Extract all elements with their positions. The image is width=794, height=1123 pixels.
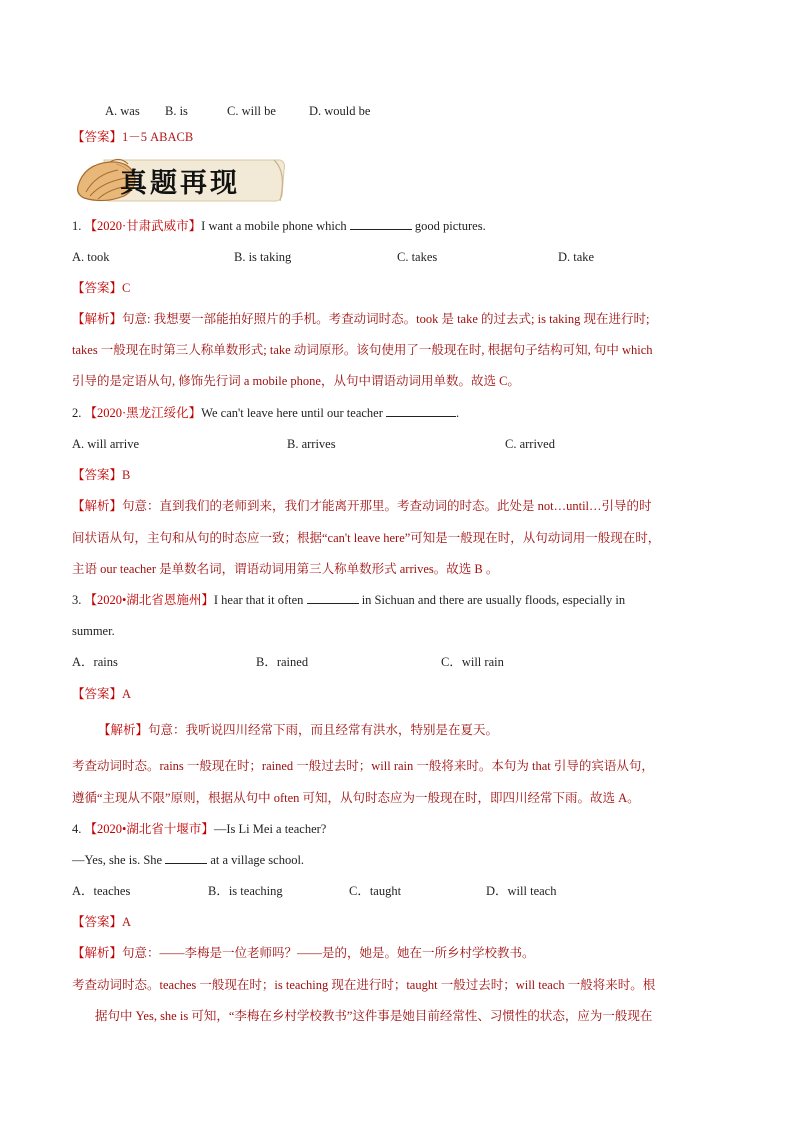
option-c: C. takes: [397, 250, 438, 264]
stem-before: We can't leave here until our teacher: [201, 406, 383, 420]
option-a: A．rains: [72, 655, 118, 669]
option-a: A. will arrive: [72, 437, 139, 451]
answer-line: [72, 467, 130, 483]
option-c: C. will be: [227, 104, 276, 118]
option-c: C. arrived: [505, 437, 555, 451]
stem-before: I hear that it often: [213, 593, 304, 607]
question-number: 1.: [72, 219, 82, 233]
explanation-line: 遵循“主现从不限”原则，根据从句中 often 可知，从句时态应为一般现在时，即四川经常下雨。故选 A。: [72, 791, 640, 805]
option-a: A. took: [72, 250, 110, 264]
option-c: C．taught: [349, 884, 402, 898]
option-b: B．rained: [256, 655, 309, 669]
explain-text: 句意：——李梅是一位老师吗？——是的，她是。她在一所乡村学校教书。: [122, 946, 535, 960]
option-a: A. was: [105, 104, 140, 118]
option-d: D．will teach: [486, 884, 557, 898]
section-title: 真题再现: [120, 168, 240, 199]
explanation-line: 主语 our teacher 是单数名词，谓语动词用第三人称单数形式 arrives。故选 B 。: [72, 562, 499, 576]
stem-continuation: [72, 852, 304, 868]
explanation-line: [98, 722, 498, 738]
explanation-line: 引导的是定语从句, 修饰先行词 a mobile phone，从句中谓语动词用单数。故选 C。: [72, 374, 520, 388]
answer-tag: 【答案】: [72, 468, 123, 482]
answer-value: A: [122, 687, 132, 701]
option-c: C．will rain: [441, 655, 504, 669]
explain-tag: 【解析】: [72, 312, 123, 326]
question-1-stem: [72, 218, 486, 234]
explanation-line: 间状语从句，主句和从句的时态应一致；根据“can't leave here”可知是一般现在时，从句动词用一般现在时，: [72, 531, 661, 545]
stem-after: at a village school.: [210, 853, 305, 867]
answer-value: A: [122, 915, 132, 929]
answer-line: [72, 914, 131, 930]
answer-line: [72, 686, 131, 702]
question-3-stem: [72, 592, 625, 608]
question-source: 【2020·黑龙江绥化】: [84, 406, 202, 420]
explanation-line: [72, 498, 652, 514]
answer-blank: [386, 405, 456, 417]
option-b: B. is: [165, 104, 188, 118]
question-source: 【2020•湖北省十堰市】: [84, 822, 214, 836]
explain-tag: 【解析】: [98, 723, 149, 737]
question-4-stem: [72, 821, 326, 837]
option-b: B. is taking: [234, 250, 292, 264]
answer-value: B: [122, 468, 131, 482]
option-a: A．teaches: [72, 884, 131, 898]
stem-before: I want a mobile phone which: [201, 219, 347, 233]
explain-tag: 【解析】: [72, 946, 123, 960]
question-number: 4.: [72, 822, 82, 836]
option-b: B．is teaching: [208, 884, 283, 898]
question-number: 3.: [72, 593, 82, 607]
option-d: D. would be: [309, 104, 371, 118]
explain-text: 句意：我听说四川经常下雨，而且经常有洪水，特别是在夏天。: [148, 723, 499, 737]
explanation-line: takes 一般现在时第三人称单数形式; take 动词原形。该句使用了一般现在时, 根据句子结构可知, 句中 which: [72, 343, 653, 357]
question-2-stem: [72, 405, 459, 421]
answer-blank: [350, 218, 412, 230]
explain-text: 句意: 我想要一部能拍好照片的手机。考查动词时态。took 是 take 的过去式; is taking 现在进行时;: [122, 312, 650, 326]
option-d: D. take: [558, 250, 595, 264]
explain-text: 句意：直到我们的老师到来，我们才能离开那里。考查动词的时态。此处是 not…until…引导的时: [122, 499, 652, 513]
explanation-line: 据句中 Yes, she is 可知，“李梅在乡村学校教书”这件事是她目前经常性、习惯性的状态，应为一般现在: [95, 1009, 653, 1023]
explain-tag: 【解析】: [72, 499, 123, 513]
stem-after: .: [456, 406, 460, 420]
top-answer-line: [72, 129, 193, 145]
question-source: 【2020·甘肃武威市】: [84, 219, 202, 233]
explanation-line: 考查动词时态。rains 一般现在时；rained 一般过去时；will rain 一般将来时。本句为 that 引导的宾语从句，: [72, 759, 654, 773]
stem-after: good pictures.: [414, 219, 486, 233]
option-b: B. arrives: [287, 437, 336, 451]
stem-before: —Yes, she is. She: [72, 853, 163, 867]
answer-blank: [307, 592, 359, 604]
question-source: 【2020•湖北省恩施州】: [84, 593, 214, 607]
explanation-line: 考查动词时态。teaches 一般现在时；is teaching 现在进行时；taught 一般过去时；will teach 一般将来时。根: [72, 978, 656, 992]
stem-before: —Is Li Mei a teacher?: [213, 822, 327, 836]
answer-tag: 【答案】: [72, 915, 123, 929]
answer-tag: 【答案】: [72, 687, 123, 701]
answer-tag: 【答案】: [72, 130, 123, 144]
stem-after: in Sichuan and there are usually floods, especially in: [361, 593, 626, 607]
answer-value: 1－5 ABACB: [122, 130, 194, 144]
answer-tag: 【答案】: [72, 281, 123, 295]
answer-value: C: [122, 281, 131, 295]
explanation-line: [72, 945, 535, 961]
stem-continuation: summer.: [72, 624, 115, 638]
question-number: 2.: [72, 406, 82, 420]
answer-line: [72, 280, 130, 296]
answer-blank: [165, 852, 207, 864]
explanation-line: [72, 311, 649, 327]
